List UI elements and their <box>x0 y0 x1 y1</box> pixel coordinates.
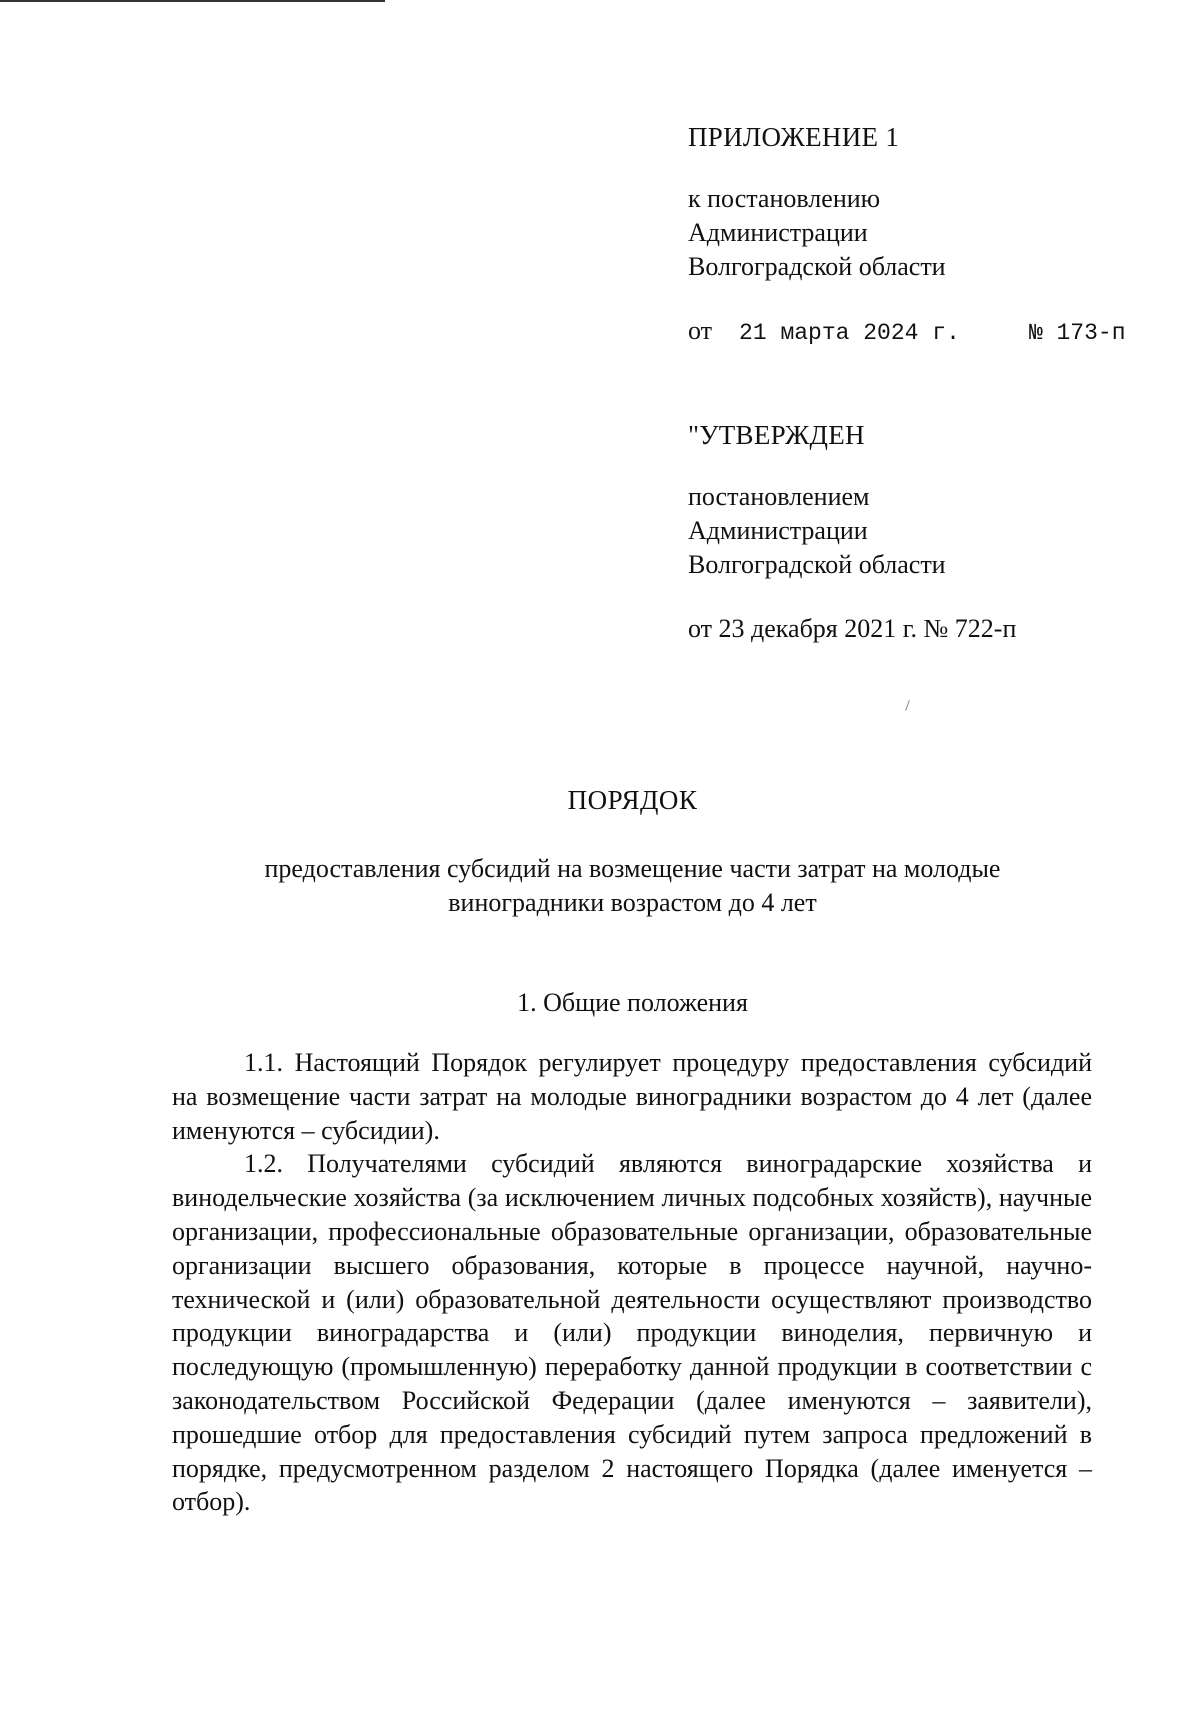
document-subtitle <box>170 852 1095 920</box>
scan-edge-line <box>0 0 385 2</box>
annex-resolution-line: Волгоградской области <box>688 252 946 281</box>
annex-block <box>688 120 1148 350</box>
document-title: ПОРЯДОК <box>567 785 698 815</box>
annex-resolution-line: Администрации <box>688 218 868 247</box>
section-title: 1. Общие положения <box>517 988 748 1017</box>
document-subtitle-line: виноградники возрастом до 4 лет <box>448 888 817 917</box>
annex-resolution-line: к постановлению <box>688 184 881 213</box>
approved-line: Волгоградской области <box>688 550 946 579</box>
approved-title: "УТВЕРЖДЕН <box>688 420 865 450</box>
approved-line: Администрации <box>688 516 868 545</box>
annex-date-line <box>688 314 1148 350</box>
approved-block <box>688 418 1148 646</box>
approved-resolution <box>688 480 1148 582</box>
annex-date: 21 марта 2024 г. <box>739 320 960 346</box>
annex-resolution <box>688 182 1148 284</box>
annex-date-prefix: от <box>688 316 713 345</box>
paragraph-1-2: 1.2. Получателями субсидий являются виноградарские хозяйства и винодельческие хозяйства (за исключением личных подсобных хозяйств), научные организации, профессиональные образовательные организации, образовательные организации высшего образования, которые в процессе научной, научно-технической и (или) образовательной деятельности осуществляют производство продукции виноградарства и (или) продукции виноделия, первичную и последующую (промышленную) переработку данной продукции в соответствии с законодательством Российской Федерации (далее именуются – заявители), прошедшие отбор для предоставления субсидий путем запроса предложений в порядке, предусмотренном разделом 2 настоящего Порядка (далее именуется – отбор). <box>172 1149 1092 1517</box>
paragraph-1-1: 1.1. Настоящий Порядок регулирует процедуру предоставления субсидий на возмещение части затрат на молодые виноградники возрастом до 4 лет (далее именуются – субсидии). <box>172 1048 1092 1145</box>
approved-date-line: от 23 декабря 2021 г. № 722-п <box>688 614 1017 643</box>
annex-title: ПРИЛОЖЕНИЕ 1 <box>688 122 900 152</box>
stray-scan-mark <box>905 700 910 711</box>
section-body <box>172 1046 1092 1519</box>
document-subtitle-line: предоставления субсидий на возмещение части затрат на молодые <box>264 854 1001 883</box>
annex-number: № 173-п <box>1028 320 1126 346</box>
approved-line: постановлением <box>688 482 870 511</box>
